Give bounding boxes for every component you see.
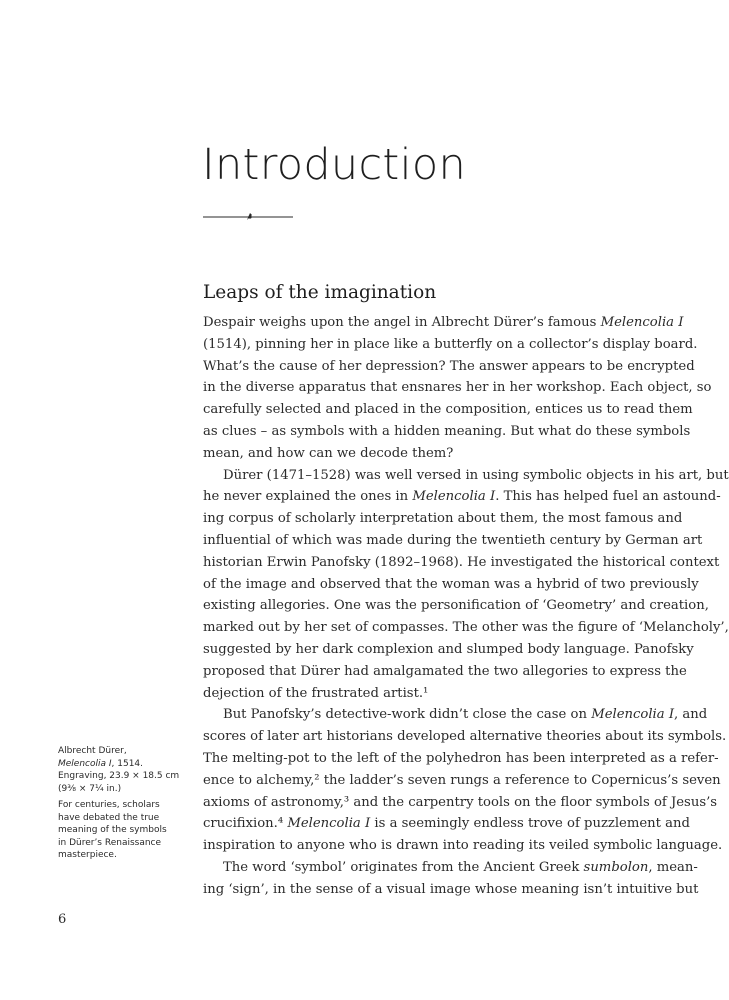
body-line: What’s the cause of her depression? The answer appears to be encrypted — [203, 358, 695, 374]
body-line: crucifixion.⁴ Melencolia I is a seemingly endless trove of puzzlement and — [203, 816, 690, 832]
caption-credit-line: Engraving, 23.9 × 18.5 cm — [58, 771, 180, 781]
caption-description-line: in Dürer’s Renaissance — [58, 837, 162, 848]
caption-description-line: meaning of the symbols — [58, 825, 167, 835]
caption-description-line: have debated the true — [58, 812, 160, 823]
title-ornament-divider — [203, 210, 293, 222]
body-line: ing ‘sign’, in the sense of a visual image whose meaning isn’t intuitive but — [203, 881, 699, 897]
body-line: as clues – as symbols with a hidden meaning. But what do these symbols — [203, 423, 691, 439]
body-line: Dürer (1471–1528) was well versed in using symbolic objects in his art, but — [223, 467, 729, 483]
body-line: axioms of astronomy,³ and the carpentry tools on the floor symbols of Jesus’s — [203, 794, 718, 810]
page-number: 6 — [58, 912, 67, 927]
body-line: The word ‘symbol’ originates from the Ancient Greek sumbolon, mean- — [223, 859, 698, 875]
body-line: The melting-pot to the left of the polyhedron has been interpreted as a refer- — [203, 750, 719, 766]
caption-credit-line: Albrecht Dürer, — [58, 746, 127, 756]
body-line: he never explained the ones in Melencolia I. This has helped fuel an astound- — [203, 489, 721, 505]
figure-caption — [58, 745, 183, 862]
body-line: mean, and how can we decode them? — [203, 445, 454, 461]
body-line: inspiration to anyone who is drawn into reading its veiled symbolic language. — [203, 838, 723, 854]
body-line: carefully selected and placed in the composition, entices us to read them — [203, 402, 693, 418]
body-line: existing allegories. One was the personification of ‘Geometry’ and creation, — [203, 598, 709, 614]
body-line: But Panofsky’s detective-work didn’t close the case on Melencolia I, and — [223, 707, 708, 723]
body-line: in the diverse apparatus that ensnares her in her workshop. Each object, so — [203, 380, 712, 396]
body-text — [203, 312, 729, 901]
caption-description-line: For centuries, scholars — [58, 800, 160, 810]
body-line: dejection of the frustrated artist.¹ — [203, 685, 429, 701]
section-heading: Leaps of the imagination — [203, 282, 437, 303]
body-line: proposed that Dürer had amalgamated the two allegories to express the — [203, 663, 687, 679]
body-line: influential of which was made during the twentieth century by German art — [203, 532, 703, 548]
body-line: suggested by her dark complexion and slumped body language. Panofsky — [203, 641, 694, 657]
body-line: of the image and observed that the woman was a hybrid of two previously — [203, 576, 699, 592]
caption-description-line: masterpiece. — [58, 850, 117, 860]
body-line: marked out by her set of compasses. The other was the figure of ‘Melancholy’, — [203, 620, 729, 636]
body-line: ing corpus of scholarly interpretation about them, the most famous and — [203, 511, 683, 527]
body-line: scores of later art historians developed alternative theories about its symbols. — [203, 729, 727, 745]
chapter-title: Introduction — [202, 140, 466, 190]
body-line: ence to alchemy,² the ladder’s seven rungs a reference to Copernicus’s seven — [203, 772, 721, 788]
body-line: historian Erwin Panofsky (1892–1968). He investigated the historical context — [203, 554, 720, 570]
body-line: (1514), pinning her in place like a butterfly on a collector’s display board. — [203, 336, 698, 352]
body-line: Despair weighs upon the angel in Albrecht Dürer’s famous Melencolia I — [203, 315, 684, 330]
caption-credit-line: Melencolia I, 1514. — [58, 758, 144, 769]
caption-credit-line: (9⅜ × 7¼ in.) — [58, 783, 122, 794]
